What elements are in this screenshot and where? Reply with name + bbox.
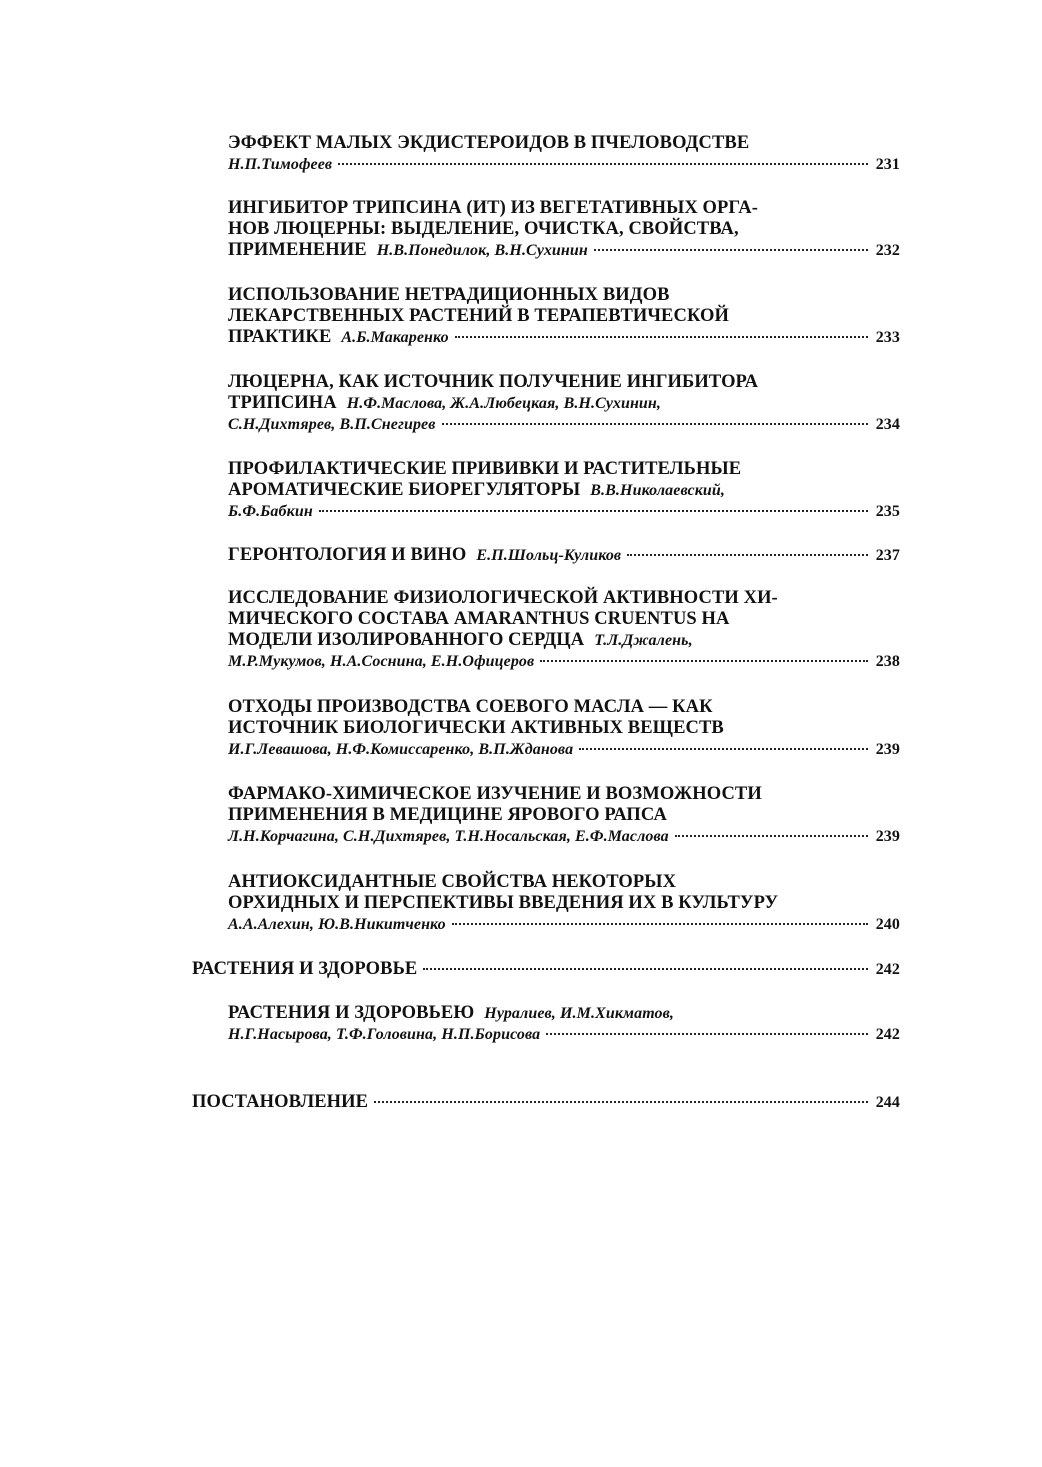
entry-authors: Нуралиев, И.М.Хикматов, [484, 1005, 674, 1022]
entry-authors: И.Г.Левашова, Н.Ф.Комиссаренко, В.П.Жданова [228, 741, 574, 758]
toc-entry[interactable] [228, 372, 900, 435]
page-number: 240 [875, 916, 900, 933]
entry-mixed-line [228, 480, 900, 501]
entry-title-tail: ГЕРОНТОЛОГИЯ И ВИНО [228, 545, 467, 565]
toc-entry[interactable] [228, 133, 900, 175]
entry-title-line: МИЧЕСКОГО СОСТАВА AMARANTHUS CRUENTUS НА [228, 609, 730, 629]
entry-mixed-line [228, 630, 900, 651]
page-number: 238 [875, 653, 900, 670]
entry-title-tail: ТРИПСИНА [228, 393, 337, 413]
entry-title-line: ЭФФЕКТ МАЛЫХ ЭКДИСТЕРОИДОВ В ПЧЕЛОВОДСТВЕ [228, 133, 750, 153]
entry-title-line: ОРХИДНЫХ И ПЕРСПЕКТИВЫ ВВЕДЕНИЯ ИХ В КУЛЬТУРУ [228, 893, 779, 913]
toc-section[interactable] [192, 959, 900, 980]
entry-final-line [228, 545, 900, 566]
entry-authors: А.А.Алехин, Ю.В.Никитченко [228, 916, 446, 933]
dot-leader [627, 554, 868, 556]
dot-leader [319, 510, 868, 512]
page-number: 233 [875, 329, 900, 346]
entry-authors: А.Б.Макаренко [341, 329, 449, 346]
entry-authors: С.Н.Дихтярев, В.П.Снегирев [228, 416, 436, 433]
toc-entry[interactable] [228, 545, 900, 566]
entry-title-line: ИСПОЛЬЗОВАНИЕ НЕТРАДИЦИОННЫХ ВИДОВ [228, 285, 670, 305]
page-number: 244 [875, 1094, 900, 1111]
dot-leader [442, 423, 868, 425]
page-number: 239 [875, 828, 900, 845]
entry-title-tail: ПРАКТИКЕ [228, 327, 332, 347]
toc-entry[interactable] [228, 198, 900, 261]
entry-authors: Н.П.Тимофеев [228, 156, 333, 173]
toc-section[interactable] [192, 1092, 900, 1113]
toc-entry[interactable] [228, 459, 900, 522]
entry-final-line [228, 914, 900, 935]
entry-final-line [228, 651, 900, 672]
page-number: 242 [875, 1026, 900, 1043]
toc-entry[interactable] [228, 588, 900, 672]
entry-title-tail: АРОМАТИЧЕСКИЕ БИОРЕГУЛЯТОРЫ [228, 480, 581, 500]
page-number: 242 [875, 961, 900, 978]
dot-leader [594, 249, 868, 251]
dot-leader [455, 336, 868, 338]
entry-authors: В.В.Николаевский, [590, 482, 726, 499]
dot-leader [374, 1101, 868, 1103]
entry-authors: Е.П.Шольц-Куликов [476, 547, 622, 564]
entry-title-line: ОТХОДЫ ПРОИЗВОДСТВА СОЕВОГО МАСЛА — КАК [228, 697, 713, 717]
entry-title-tail: МОДЕЛИ ИЗОЛИРОВАННОГО СЕРДЦА [228, 630, 585, 650]
entry-authors: Н.В.Понедилок, В.Н.Сухинин [376, 242, 588, 259]
dot-leader [675, 835, 868, 837]
entry-final-line [228, 327, 900, 348]
page-number: 234 [875, 416, 900, 433]
entry-final-line [192, 1092, 900, 1113]
entry-final-line [228, 154, 900, 175]
entry-title-line: ИСТОЧНИК БИОЛОГИЧЕСКИ АКТИВНЫХ ВЕЩЕСТВ [228, 718, 724, 738]
page-number: 231 [875, 156, 900, 173]
entry-title-line: ПРИМЕНЕНИЯ В МЕДИЦИНЕ ЯРОВОГО РАПСА [228, 805, 667, 825]
entry-authors: Б.Ф.Бабкин [228, 503, 313, 520]
page-number: 239 [875, 741, 900, 758]
dot-leader [540, 660, 868, 662]
entry-title-line: ЛЮЦЕРНА, КАК ИСТОЧНИК ПОЛУЧЕНИЕ ИНГИБИТОРА [228, 372, 759, 392]
entry-title-line: ПРОФИЛАКТИЧЕСКИЕ ПРИВИВКИ И РАСТИТЕЛЬНЫЕ [228, 459, 742, 479]
entry-authors: М.Р.Мукумов, Н.А.Соснина, Е.Н.Офицеров [228, 653, 535, 670]
entry-mixed-line [228, 393, 900, 414]
entry-title-line: ИССЛЕДОВАНИЕ ФИЗИОЛОГИЧЕСКОЙ АКТИВНОСТИ ХИ- [228, 588, 778, 608]
dot-leader [579, 748, 868, 750]
toc-entry[interactable] [228, 285, 900, 348]
toc-entry[interactable] [228, 872, 900, 935]
toc-entry[interactable] [228, 697, 900, 760]
dot-leader [546, 1033, 868, 1035]
entry-authors: Л.Н.Корчагина, С.Н.Дихтярев, Т.Н.Носальская, Е.Ф.Маслова [228, 828, 669, 845]
entry-title-line: АНТИОКСИДАНТНЫЕ СВОЙСТВА НЕКОТОРЫХ [228, 872, 677, 892]
entry-authors: Н.Г.Насырова, Т.Ф.Головина, Н.П.Борисова [228, 1026, 541, 1043]
entry-final-line [228, 739, 900, 760]
page-number: 237 [875, 547, 900, 564]
entry-title-line: ФАРМАКО-ХИМИЧЕСКОЕ ИЗУЧЕНИЕ И ВОЗМОЖНОСТИ [228, 784, 762, 804]
entry-final-line [228, 826, 900, 847]
section-title: ПОСТАНОВЛЕНИЕ [192, 1092, 369, 1112]
page-number: 232 [875, 242, 900, 259]
entry-title-tail: РАСТЕНИЯ И ЗДОРОВЬЕЮ [228, 1003, 475, 1023]
entry-final-line [228, 1024, 900, 1045]
entry-title-line: ЛЕКАРСТВЕННЫХ РАСТЕНИЙ В ТЕРАПЕВТИЧЕСКОЙ [228, 306, 729, 326]
toc-entry[interactable] [228, 1003, 900, 1045]
entry-title-line: ИНГИБИТОР ТРИПСИНА (ИТ) ИЗ ВЕГЕТАТИВНЫХ ОРГА- [228, 198, 758, 218]
entry-final-line [192, 959, 900, 980]
dot-leader [338, 163, 868, 165]
page-number: 235 [875, 503, 900, 520]
entry-mixed-line [228, 1003, 900, 1024]
section-title: РАСТЕНИЯ И ЗДОРОВЬЕ [192, 959, 418, 979]
toc-entry[interactable] [228, 784, 900, 847]
dot-leader [423, 968, 868, 970]
entry-title-tail: ПРИМЕНЕНИЕ [228, 240, 367, 260]
entry-title-line: НОВ ЛЮЦЕРНЫ: ВЫДЕЛЕНИЕ, ОЧИСТКА, СВОЙСТВА, [228, 219, 739, 239]
entry-final-line [228, 240, 900, 261]
entry-authors: Н.Ф.Маслова, Ж.А.Любецкая, В.Н.Сухинин, [346, 395, 662, 412]
entry-final-line [228, 414, 900, 435]
entry-final-line [228, 501, 900, 522]
entry-authors: Т.Л.Джалень, [594, 632, 693, 649]
dot-leader [452, 923, 868, 925]
